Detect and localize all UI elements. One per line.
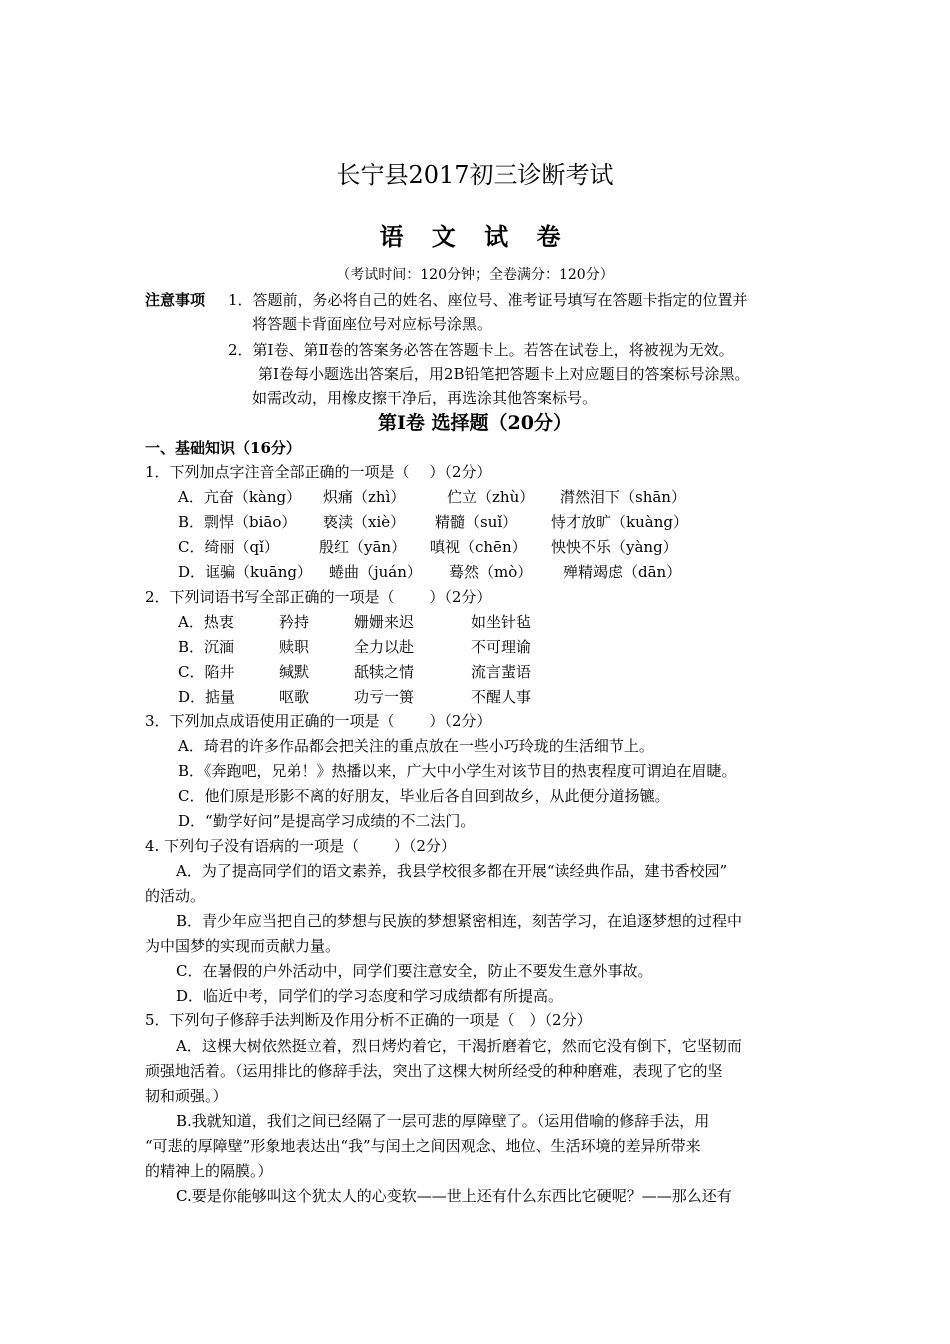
q4-stem: 4. 下列句子没有语病的一项是（ ）（2分）	[145, 837, 456, 855]
q1-option-cell: 蓦然（mò）	[449, 563, 533, 581]
notice-item2-line2: 第Ⅰ卷每小题选出答案后，用2B铅笔把答题卡上对应题目的答案标号涂黑。	[258, 365, 750, 383]
q5-option-a-cont: 韧和顽强。）	[145, 1087, 228, 1105]
q1-option-cell: 潸然泪下（shān）	[560, 488, 686, 506]
q5-option-b-cont: “可悲的厚障壁”形象地表达出“我”与闰土之间因观念、地位、生活环境的差异所带来	[145, 1137, 701, 1155]
part1-title: 一、基础知识（16分）	[145, 439, 301, 457]
q1-stem: 1．下列加点字注音全部正确的一项是（ ）（2分）	[145, 463, 492, 481]
q3-stem: 3．下列加点成语使用正确的一项是（ ）（2分）	[145, 712, 492, 730]
q1-option-cell: D．诓骗（kuāng）	[178, 563, 312, 581]
q1-option-cell: A．亢奋（kàng）	[178, 488, 302, 506]
q3-option: B．《奔跑吧，兄弟！》热播以来，广大中小学生对该节目的热衷程度可谓迫在眉睫。	[178, 762, 737, 780]
q2-option-cell: A．热衷	[178, 613, 234, 631]
q3-option: A．琦君的许多作品都会把关注的重点放在一些小巧玲珑的生活细节上。	[178, 737, 654, 755]
q2-option-cell: 如坐针毡	[471, 613, 532, 631]
q1-option-cell: 亵渎（xiè）	[323, 513, 406, 531]
notice-item2-line1: 2．第Ⅰ卷、第Ⅱ卷的答案务必答在答题卡上。若答在试卷上，将被视为无效。	[228, 341, 734, 359]
section-title: 第Ⅰ卷 选择题（20分）	[378, 412, 572, 434]
q4-option-b: B．青少年应当把自己的梦想与民族的梦想紧密相连，刻苦学习，在追逐梦想的过程中	[176, 912, 743, 930]
notice-item1-line1: 1．答题前，务必将自己的姓名、座位号、准考证号填写在答题卡指定的位置并	[228, 291, 748, 309]
q1-option-cell: 怏怏不乐（yàng）	[551, 538, 678, 556]
notice-label: 注意事项	[145, 291, 206, 309]
q1-option-cell: 伫立（zhù）	[447, 488, 535, 506]
q2-option-cell: 舐犊之情	[354, 663, 415, 681]
q2-option-cell: D．掂量	[178, 688, 236, 706]
q4-option-a-cont: 的活动。	[145, 887, 206, 905]
exam-title: 长宁县2017初三诊断考试	[336, 161, 614, 189]
q1-option-cell: 炽痛（zhì）	[323, 488, 406, 506]
q5-stem: 5．下列句子修辞手法判断及作用分析不正确的一项是（ ）（2分）	[145, 1011, 592, 1029]
q2-option-cell: 姗姗来迟	[354, 613, 415, 631]
q2-option-cell: 全力以赴	[354, 638, 415, 656]
q4-option-d: D．临近中考，同学们的学习态度和学习成绩都有所提高。	[176, 987, 564, 1005]
q2-stem: 2．下列词语书写全部正确的一项是（ ）（2分）	[145, 588, 492, 606]
paper-subtitle: 语 文 试 卷	[379, 222, 571, 251]
q4-option-c: C．在暑假的户外活动中，同学们要注意安全，防止不要发生意外事故。	[176, 962, 653, 980]
q2-option-cell: 缄默	[279, 663, 310, 681]
q1-option-cell: 嗔视（chēn）	[430, 538, 527, 556]
q2-option-cell: 不醒人事	[471, 688, 532, 706]
q5-option-b-cont: 的精神上的隔膜。）	[145, 1162, 273, 1180]
q2-option-cell: 功亏一篑	[354, 688, 415, 706]
q2-option-cell: B．沉湎	[178, 638, 235, 656]
notice-item1-line2: 将答题卡背面座位号对应标号涂黑。	[252, 315, 493, 333]
q1-option-cell: C．绮丽（qǐ）	[178, 538, 279, 556]
q5-option-b: B.我就知道，我们之间已经隔了一层可悲的厚障壁了。（运用借喻的修辞手法，用	[176, 1112, 710, 1130]
q2-option-cell: C．陷井	[178, 663, 235, 681]
q2-option-cell: 不可理谕	[471, 638, 532, 656]
q1-option-cell: 恃才放旷（kuàng）	[551, 513, 688, 531]
q2-option-cell: 呕歌	[279, 688, 310, 706]
q5-option-c: C.要是你能够叫这个犹太人的心变软——世上还有什么东西比它硬呢？——那么还有	[176, 1187, 732, 1205]
q5-option-a-cont: 顽强地活着。（运用排比的修辞手法，突出了这棵大树所经受的种种磨难，表现了它的坚	[145, 1062, 723, 1080]
q3-option: C．他们原是形影不离的好朋友，毕业后各自回到故乡，从此便分道扬镳。	[178, 787, 670, 805]
q1-option-cell: 殚精竭虑（dān）	[563, 563, 682, 581]
q3-option: D．“勤学好问”是提高学习成绩的不二法门。	[178, 812, 476, 830]
q2-option-cell: 矜持	[279, 613, 310, 631]
q2-option-cell: 赎职	[279, 638, 310, 656]
q1-option-cell: 殷红（yān）	[319, 538, 407, 556]
q4-option-a: A．为了提高同学们的语文素养，我县学校很多都在开展“读经典作品，建书香校园”	[176, 862, 728, 880]
exam-info: （考试时间：120分钟；全卷满分：120分）	[336, 267, 614, 283]
q2-option-cell: 流言蜚语	[471, 663, 532, 681]
q4-option-b-cont: 为中国梦的实现而贡献力量。	[145, 937, 341, 955]
q1-option-cell: 精髓（suǐ）	[435, 513, 518, 531]
q5-option-a: A．这棵大树依然挺立着，烈日烤灼着它，干渴折磨着它，然而它没有倒下，它坚韧而	[176, 1037, 742, 1055]
q1-option-cell: 蜷曲（juán）	[329, 563, 422, 581]
q1-option-cell: B．剽悍（biāo）	[178, 513, 297, 531]
notice-item2-line3: 如需改动，用橡皮擦干净后，再选涂其他答案标号。	[252, 389, 598, 407]
